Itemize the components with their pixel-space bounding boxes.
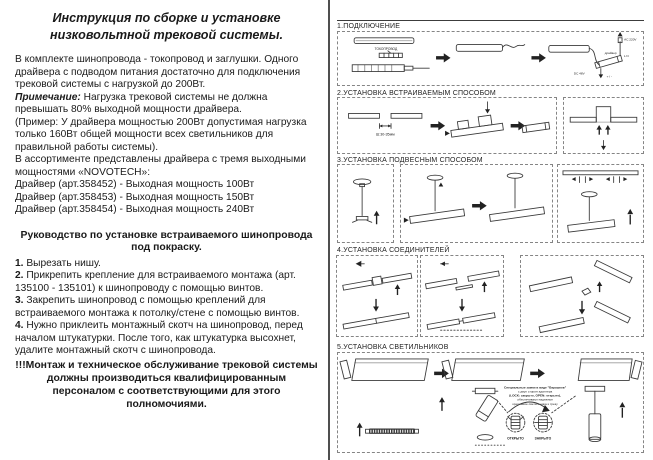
section-3-diagram-ceiling: [557, 164, 644, 243]
down-arrow-icon: [459, 299, 465, 312]
ac-label: AC 220V: [624, 37, 637, 42]
track-panel: [340, 359, 428, 381]
down-arrow-icon: [579, 301, 585, 315]
polarity-label: + / -: [606, 74, 613, 79]
up-arrow-icon: [357, 423, 363, 437]
section-5-diagram: [337, 352, 644, 453]
closed-label: ЗАКРЫТО: [534, 436, 552, 441]
driver-unit: [595, 55, 623, 68]
top-rule: [337, 20, 644, 21]
warning-text: !!!Монтаж и техническое обслуживание трековой системы должны производиться квалифицированным персоналом с соответствующими для этого полномочиями.: [15, 359, 318, 410]
section-5-header: 5.УСТАНОВКА СВЕТИЛЬНИКОВ: [337, 344, 449, 351]
ceiling-mount: [563, 171, 638, 232]
section-4-diagram-straight: [336, 255, 418, 337]
note-label: Примечание:: [15, 91, 81, 103]
section-3-diagram-steps: [400, 164, 553, 243]
small-arrow-icon: [441, 261, 445, 266]
small-arrow-icon: [439, 183, 444, 187]
up-arrow-icon: [395, 284, 400, 295]
arrow-right-icon: [431, 121, 445, 130]
track-panel: [442, 359, 524, 381]
section-2-header: 2.УСТАНОВКА ВСТРАИВАЕМЫМ СПОСОБОМ: [337, 90, 496, 97]
lock-note-line: обеспечивают надежное: [517, 397, 553, 402]
straight-connector-join: [342, 261, 412, 329]
driver-spec-line: Драйвер (арт.358452) - Выходная мощность 100Вт: [15, 179, 255, 191]
lock-note-line: крепление светильника к треку: [512, 401, 558, 406]
small-arrow-icon: [404, 218, 409, 223]
up-arrow-icon: [374, 211, 380, 225]
corner-connector-join: [529, 260, 632, 332]
driver-connection: [549, 32, 638, 78]
fastener-icon: [572, 177, 593, 183]
screw-icon: [599, 74, 604, 78]
arrow-right-icon: [531, 53, 545, 62]
lock-knob-closed: [534, 413, 553, 432]
ln-label: L N: [623, 54, 629, 59]
conductor-label: ТОКОПРОВОД: [374, 46, 398, 51]
lock-note-line: Специальные замки в виде "Барашков": [503, 385, 567, 390]
lock-note-line: (LOCK: закрыто, OPEN: открыто),: [509, 393, 562, 398]
section-1-diagram: [337, 31, 644, 86]
example-paragraph: (Пример: У драйвера мощностью 200Вт допустимая нагрузка только 160Вт общей мощности всех светильников для правильной работы системы).: [15, 116, 307, 153]
section-2-diagram-main: [337, 97, 557, 154]
open-label: ОТКРЫТО: [507, 436, 524, 441]
pendant-luminaire: [585, 386, 605, 441]
up-arrow-icon: [619, 402, 625, 418]
screw-icon: [618, 32, 623, 36]
lock-note: [497, 385, 575, 440]
up-arrow-icon: [596, 125, 601, 135]
step-text: Закрепить шинопровод с помощью креплений для встраиваемого монтажа к потолку/стене с помощью винтов.: [15, 295, 300, 319]
section-3-diagram-rod: [337, 164, 394, 243]
spot-luminaire: [472, 388, 504, 445]
section-4-header: 4.УСТАНОВКА СОЕДИНИТЕЛЕЙ: [337, 247, 450, 254]
assembled-track: [522, 122, 550, 132]
lock-knob-open: [506, 413, 525, 432]
lock-note-line: с двух сторон адаптера: [517, 389, 553, 394]
column-divider: [328, 0, 330, 460]
track-and-conductor: [352, 38, 429, 72]
track-panel: [578, 359, 642, 381]
step-number: 4.: [15, 320, 24, 332]
driver-spec-line: Драйвер (арт.358453) - Выходная мощность 150Вт: [15, 191, 255, 203]
track-with-cord: [456, 45, 524, 52]
recessed-ceiling-view: [570, 107, 637, 150]
arrow-right-icon: [530, 369, 545, 378]
up-arrow-icon: [605, 125, 610, 135]
screw-icon: [485, 109, 490, 113]
step-item: [15, 270, 318, 295]
down-arrow-icon: [373, 299, 379, 312]
page-title: Инструкция по сборке и установке низковольтной трековой системы.: [50, 11, 283, 42]
step-number: 1.: [15, 257, 24, 269]
step-text: Нужно приклеить монтажный скотч на шинопровод, перед началом штукатурки. После того, как штукатурка высохнет, удалите монтажный скотч с шинопровода.: [15, 320, 303, 357]
pendant-rod: [352, 179, 371, 222]
driver-label: драйвер: [604, 51, 617, 56]
section-3-header: 3.УСТАНОВКА ПОДВЕСНЫМ СПОСОБОМ: [337, 157, 483, 164]
up-arrow-icon: [482, 281, 487, 292]
arrow-right-icon: [434, 369, 449, 378]
section-4-diagram-flex: [420, 255, 504, 337]
pendant-track-assembly: [404, 175, 465, 223]
small-arrow-icon: [445, 131, 450, 136]
flex-connector-join: [425, 261, 500, 330]
guide-heading: Руководство по установке встраиваемого шинопровода под покраску.: [20, 229, 313, 254]
up-arrow-icon: [439, 397, 445, 411]
step-number: 3.: [15, 295, 24, 307]
step-item: [15, 320, 318, 358]
arrow-right-icon: [472, 201, 487, 210]
pendant-track-assembly: [490, 173, 545, 221]
linear-luminaire: [366, 428, 419, 433]
note-paragraph: [15, 92, 318, 117]
driver-spec-line: Драйвер (арт.358454) - Выходная мощность 240Вт: [15, 204, 255, 216]
up-arrow-icon: [597, 281, 602, 292]
note-text: Нагрузка трековой системы не должна превышать 80% выходной мощности драйвера.: [15, 91, 268, 116]
arrow-right-icon: [436, 53, 450, 62]
fastener-icon: [606, 177, 627, 183]
step-item: [15, 258, 318, 271]
step-item: [15, 295, 318, 320]
assortment-paragraph: В ассортименте представлены драйвера с тремя выходными мощностями «NOVOTECH»:: [15, 154, 306, 178]
section-1-header: 1.ПОДКЛЮЧЕНИЕ: [337, 23, 401, 30]
step-number: 2.: [15, 270, 24, 282]
section-4-diagram-corner: [520, 255, 644, 337]
niche-cutout: [349, 113, 422, 136]
up-arrow-icon: [627, 209, 633, 225]
screw-icon: [601, 146, 606, 150]
niche-dimension-label: Ш:30-35мм: [375, 132, 395, 137]
intro-paragraph: В комплекте шинопровода - токопровод и заглушки. Одного драйвера с подводом питания достаточно для подключения трековой системы с нагрузкой до 200Вт.: [15, 54, 301, 91]
mounting-clips-track: [445, 102, 503, 137]
step-text: Вырезать нишу.: [26, 257, 101, 269]
step-text: Прикрепить крепление для встраиваемого монтажа (арт. 135100 - 135101) к шинопроводу с помощью винтов.: [15, 270, 296, 294]
section-2-diagram-ceiling: [563, 97, 644, 154]
dc-label: DC 48V: [573, 71, 585, 76]
